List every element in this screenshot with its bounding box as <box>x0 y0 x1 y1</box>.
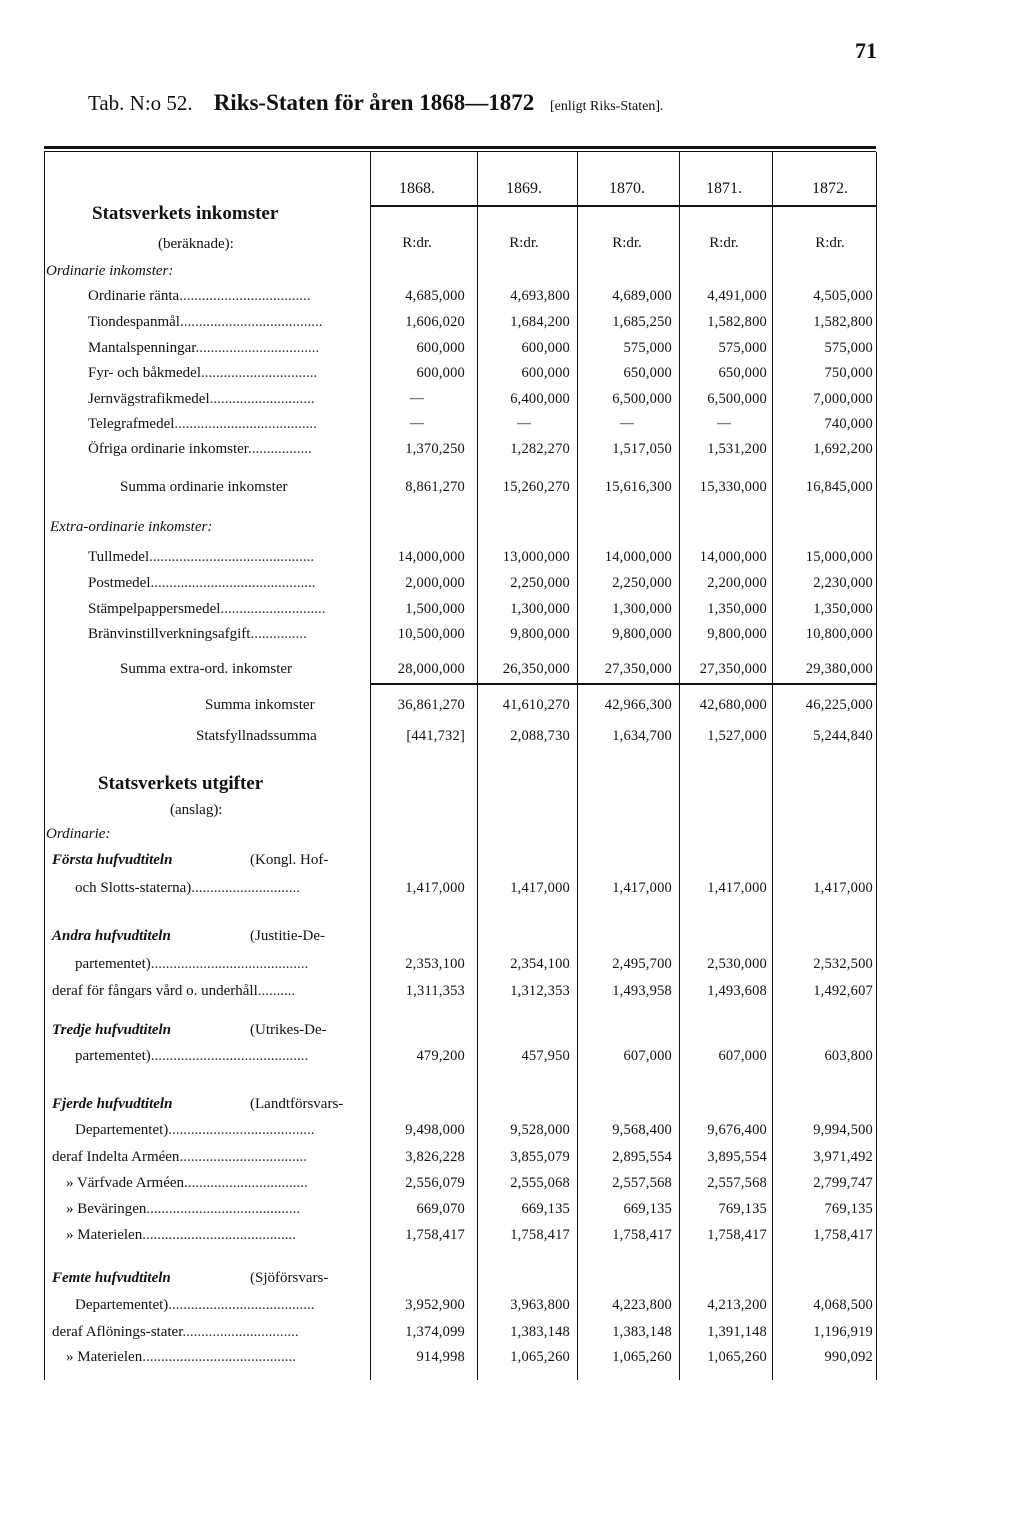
top-thin-rule <box>44 151 876 152</box>
cell-value: 669,070 <box>416 1201 465 1217</box>
cell-value: 2,555,068 <box>510 1175 570 1191</box>
cell-value: 2,557,568 <box>612 1175 672 1191</box>
ordinary-expenses-heading: Ordinarie: <box>46 826 111 842</box>
cell-value: 4,223,800 <box>612 1297 672 1313</box>
cell-value: 600,000 <box>416 365 465 381</box>
cell-value: 3,855,079 <box>510 1149 570 1165</box>
row-label <box>88 365 317 382</box>
row-label <box>88 416 317 433</box>
cell-value: 1,417,000 <box>612 880 672 896</box>
cell-dash: — <box>410 391 424 406</box>
year-header: 1871. <box>706 180 742 197</box>
unit-label: R:dr. <box>709 235 739 251</box>
cell-value: 6,400,000 <box>510 391 570 407</box>
year-header: 1872. <box>812 180 848 197</box>
cell-value: 2,354,100 <box>510 956 570 972</box>
cell-value: 1,582,800 <box>813 314 873 330</box>
cell-value: 1,527,000 <box>707 728 767 744</box>
leader-dots: ...................................... <box>179 314 323 330</box>
row-label-text: partementet) <box>75 1048 151 1064</box>
extra-sum-rule <box>370 683 876 685</box>
cell-value: 5,244,840 <box>813 728 873 744</box>
cell-value: 2,230,000 <box>813 575 873 591</box>
leader-dots: ......................................... <box>146 1201 301 1217</box>
row-label-text: » Beväringen <box>66 1201 147 1217</box>
cell-value: 28,000,000 <box>397 661 465 677</box>
expenses-subheading: (anslag): <box>170 802 223 818</box>
title-group-italic: Femte hufvudtiteln <box>52 1270 171 1286</box>
title-group-rest: (Justitie-De- <box>250 928 325 944</box>
row-label-text: Summa extra-ord. inkomster <box>120 661 293 677</box>
title-group-italic: Fjerde hufvudtiteln <box>52 1096 173 1112</box>
cell-value: 9,676,400 <box>707 1122 767 1138</box>
cell-value: 479,200 <box>416 1048 465 1064</box>
column-rule-4 <box>772 152 773 1380</box>
cell-value: 1,692,200 <box>813 441 873 457</box>
cell-value: 3,952,900 <box>405 1297 465 1313</box>
row-label-text: Mantalspenningar <box>88 340 196 356</box>
cell-value: 1,300,000 <box>612 601 672 617</box>
cell-value: 1,758,417 <box>813 1227 873 1243</box>
cell-value: 1,493,958 <box>612 983 672 999</box>
cell-value: 10,500,000 <box>397 626 465 642</box>
year-header-rule <box>370 205 876 207</box>
cell-value: 1,417,000 <box>707 880 767 896</box>
row-label-text: Summa ordinarie inkomster <box>120 479 288 495</box>
leader-dots: ............................................ <box>150 575 316 591</box>
title-main: Riks-Staten för åren 1868—1872 <box>213 90 535 115</box>
cell-value: 2,556,079 <box>405 1175 465 1191</box>
row-label-text: Stämpelpappersmedel <box>88 601 221 617</box>
leader-dots: ................................. <box>184 1175 308 1191</box>
cell-value: 2,557,568 <box>707 1175 767 1191</box>
cell-value: 1,492,607 <box>813 983 873 999</box>
cell-value: 6,500,000 <box>707 391 767 407</box>
cell-value: 2,000,000 <box>405 575 465 591</box>
cell-value: 1,417,000 <box>510 880 570 896</box>
cell-value: 1,282,270 <box>510 441 570 457</box>
cell-value: 3,826,228 <box>405 1149 465 1165</box>
cell-value: 575,000 <box>718 340 767 356</box>
leader-dots: ................. <box>247 441 312 457</box>
cell-value: 4,068,500 <box>813 1297 873 1313</box>
cell-value: 1,391,148 <box>707 1324 767 1340</box>
cell-value: 2,200,000 <box>707 575 767 591</box>
leader-dots: .......................................... <box>150 956 309 972</box>
leader-dots: ................................... <box>179 288 311 304</box>
extra-income-heading: Extra-ordinarie inkomster: <box>50 519 213 535</box>
row-label-text: deraf för fångars vård o. underhåll <box>52 983 258 999</box>
leader-dots: ....................................... <box>168 1297 315 1313</box>
row-label <box>52 1324 299 1341</box>
title-group-italic: Tredje hufvudtiteln <box>52 1022 172 1038</box>
leader-dots: .......................................... <box>150 1048 309 1064</box>
left-border <box>44 152 45 1380</box>
cell-value: 4,685,000 <box>405 288 465 304</box>
cell-dash: — <box>717 416 731 431</box>
cell-value: 914,998 <box>416 1349 465 1365</box>
leader-dots: ............................ <box>220 601 326 617</box>
unit-label: R:dr. <box>402 235 432 251</box>
row-label <box>88 391 315 408</box>
cell-value: 27,350,000 <box>699 661 767 677</box>
row-label <box>120 661 292 678</box>
cell-value: 9,498,000 <box>405 1122 465 1138</box>
unit-label: R:dr. <box>509 235 539 251</box>
cell-value: 1,517,050 <box>612 441 672 457</box>
column-rule-2 <box>577 152 578 1380</box>
cell-value: 603,800 <box>824 1048 873 1064</box>
leader-dots: ...................................... <box>174 416 317 432</box>
cell-value: 16,845,000 <box>805 479 873 495</box>
row-label <box>52 1149 307 1166</box>
row-label-text: och Slotts-staterna) <box>75 880 192 896</box>
cell-value: 1,300,000 <box>510 601 570 617</box>
cell-value: 7,000,000 <box>813 391 873 407</box>
cell-value: 1,383,148 <box>612 1324 672 1340</box>
row-label-text: » Värfvade Arméen <box>66 1175 185 1191</box>
row-label-text: » Materielen <box>66 1227 143 1243</box>
year-header: 1870. <box>609 180 645 197</box>
row-label <box>88 288 310 305</box>
leader-dots: ................................. <box>195 340 320 356</box>
row-label <box>75 1122 315 1139</box>
cell-value: 1,350,000 <box>813 601 873 617</box>
row-label <box>52 983 295 1000</box>
cell-value: 13,000,000 <box>502 549 570 565</box>
cell-value: 607,000 <box>718 1048 767 1064</box>
row-label <box>88 601 325 618</box>
cell-value: 1,685,250 <box>612 314 672 330</box>
cell-value: 457,950 <box>521 1048 570 1064</box>
cell-value: 2,895,554 <box>612 1149 672 1165</box>
row-label-text: Tullmedel <box>88 549 150 565</box>
leader-dots: ............... <box>250 626 307 642</box>
row-label <box>66 1227 296 1244</box>
cell-value: 27,350,000 <box>604 661 672 677</box>
row-label-text: Ordinarie ränta <box>88 288 180 304</box>
cell-value: 1,758,417 <box>510 1227 570 1243</box>
cell-dash: — <box>620 416 634 431</box>
cell-value: 600,000 <box>521 340 570 356</box>
row-label <box>88 340 319 357</box>
row-label-text: Statsfyllnadssumma <box>196 728 317 744</box>
cell-dash: — <box>410 416 424 431</box>
leader-dots: ....................................... <box>168 1122 315 1138</box>
cell-value: 1,758,417 <box>612 1227 672 1243</box>
cell-value: 8,861,270 <box>405 479 465 495</box>
cell-value: 9,800,000 <box>707 626 767 642</box>
cell-value: 2,088,730 <box>510 728 570 744</box>
row-label <box>66 1349 296 1366</box>
cell-value: 4,689,000 <box>612 288 672 304</box>
cell-value: 1,758,417 <box>405 1227 465 1243</box>
cell-value: 9,800,000 <box>612 626 672 642</box>
row-label <box>75 1297 315 1314</box>
cell-value: 1,500,000 <box>405 601 465 617</box>
cell-value: 42,680,000 <box>699 697 767 713</box>
cell-value: 41,610,270 <box>502 697 570 713</box>
cell-value: 1,493,608 <box>707 983 767 999</box>
leader-dots: ............................... <box>182 1324 299 1340</box>
leader-dots: ............................................ <box>149 549 315 565</box>
column-rule-3 <box>679 152 680 1380</box>
cell-value: 650,000 <box>623 365 672 381</box>
cell-value: 15,330,000 <box>699 479 767 495</box>
cell-value: 2,495,700 <box>612 956 672 972</box>
title-note: [enligt Riks-Staten]. <box>549 99 664 114</box>
row-label <box>88 441 312 458</box>
cell-value: 1,634,700 <box>612 728 672 744</box>
cell-value: 1,684,200 <box>510 314 570 330</box>
cell-value: 600,000 <box>416 340 465 356</box>
leader-dots: .................................. <box>179 1149 307 1165</box>
cell-value: 1,065,260 <box>510 1349 570 1365</box>
row-label-text: partementet) <box>75 956 151 972</box>
cell-value: 3,971,492 <box>813 1149 873 1165</box>
income-subheading: (beräknade): <box>158 236 234 252</box>
cell-value: 1,417,000 <box>405 880 465 896</box>
cell-value: 4,491,000 <box>707 288 767 304</box>
row-label-text: Departementet) <box>75 1297 169 1313</box>
leader-dots: ............................... <box>201 365 318 381</box>
cell-value: 740,000 <box>824 416 873 432</box>
cell-value: 2,799,747 <box>813 1175 873 1191</box>
cell-value: 3,963,800 <box>510 1297 570 1313</box>
table-number: Tab. N:o 52. <box>88 91 193 115</box>
row-label <box>88 575 316 592</box>
row-label <box>205 697 315 714</box>
year-header: 1868. <box>399 180 435 197</box>
cell-value: 6,500,000 <box>612 391 672 407</box>
cell-value: 1,370,250 <box>405 441 465 457</box>
expenses-heading: Statsverkets utgifter <box>98 773 264 794</box>
cell-value: 769,135 <box>824 1201 873 1217</box>
row-label <box>66 1175 308 1192</box>
cell-value: 1,606,020 <box>405 314 465 330</box>
title-group-italic: Andra hufvudtiteln <box>52 928 171 944</box>
row-label-text: Summa inkomster <box>205 697 315 713</box>
column-rule-1 <box>477 152 478 1380</box>
cell-value: 1,065,260 <box>707 1349 767 1365</box>
leader-dots: ............................. <box>191 880 300 896</box>
cell-value: 1,065,260 <box>612 1349 672 1365</box>
cell-value: 1,383,148 <box>510 1324 570 1340</box>
cell-value: 14,000,000 <box>397 549 465 565</box>
cell-value: 14,000,000 <box>699 549 767 565</box>
column-rule-0 <box>370 152 371 1380</box>
cell-value: 1,311,353 <box>405 983 465 999</box>
row-label-text: » Materielen <box>66 1349 143 1365</box>
cell-value: 4,693,800 <box>510 288 570 304</box>
row-label-text: deraf Aflönings-stater <box>52 1324 183 1340</box>
cell-value: 600,000 <box>521 365 570 381</box>
cell-value: 1,758,417 <box>707 1227 767 1243</box>
row-label <box>196 728 317 745</box>
cell-value: 3,895,554 <box>707 1149 767 1165</box>
cell-value: 10,800,000 <box>805 626 873 642</box>
title-group-rest: (Kongl. Hof- <box>250 852 329 868</box>
row-label-text: Tiondespanmål <box>88 314 180 330</box>
row-label-text: Fyr- och båkmedel <box>88 365 201 381</box>
row-label-text: Postmedel <box>88 575 151 591</box>
cell-value: 1,350,000 <box>707 601 767 617</box>
page-title <box>88 90 664 116</box>
row-label <box>75 956 308 973</box>
leader-dots: .......... <box>257 983 296 999</box>
cell-value: 2,530,000 <box>707 956 767 972</box>
row-label-text: Öfriga ordinarie inkomster <box>88 441 248 457</box>
cell-value: 750,000 <box>824 365 873 381</box>
cell-value: 2,250,000 <box>612 575 672 591</box>
row-label <box>66 1201 300 1218</box>
cell-value: 1,374,099 <box>405 1324 465 1340</box>
title-group-italic: Första hufvudtiteln <box>52 852 173 868</box>
cell-value: 669,135 <box>623 1201 672 1217</box>
cell-value: 4,505,000 <box>813 288 873 304</box>
row-label-text: Telegrafmedel <box>88 416 175 432</box>
cell-value: 1,531,200 <box>707 441 767 457</box>
cell-value: 650,000 <box>718 365 767 381</box>
cell-value: 2,250,000 <box>510 575 570 591</box>
cell-value: 14,000,000 <box>604 549 672 565</box>
cell-value: 575,000 <box>623 340 672 356</box>
cell-value: 42,966,300 <box>604 697 672 713</box>
cell-value: 29,380,000 <box>805 661 873 677</box>
cell-value: 2,532,500 <box>813 956 873 972</box>
cell-value: 26,350,000 <box>502 661 570 677</box>
cell-value: 15,616,300 <box>604 479 672 495</box>
cell-value: 4,213,200 <box>707 1297 767 1313</box>
title-group-rest: (Sjöförsvars- <box>250 1270 329 1286</box>
cell-value: 1,417,000 <box>813 880 873 896</box>
cell-value: 15,260,270 <box>502 479 570 495</box>
row-label-text: Jernvägstrafikmedel <box>88 391 210 407</box>
leader-dots: ......................................... <box>142 1349 296 1365</box>
cell-value: [441,732] <box>406 728 465 744</box>
cell-value: 9,528,000 <box>510 1122 570 1138</box>
cell-value: 1,312,353 <box>510 983 570 999</box>
unit-label: R:dr. <box>815 235 845 251</box>
title-group-rest: (Landtförsvars- <box>250 1096 344 1112</box>
leader-dots: ............................ <box>209 391 315 407</box>
row-label <box>88 549 314 566</box>
cell-value: 1,196,919 <box>813 1324 873 1340</box>
page-number: 71 <box>855 38 877 63</box>
cell-value: 575,000 <box>824 340 873 356</box>
row-label <box>75 880 300 897</box>
row-label <box>75 1048 308 1065</box>
column-rule-5 <box>876 152 877 1380</box>
cell-value: 607,000 <box>623 1048 672 1064</box>
cell-value: 36,861,270 <box>397 697 465 713</box>
title-group-rest: (Utrikes-De- <box>250 1022 327 1038</box>
cell-value: 9,568,400 <box>612 1122 672 1138</box>
row-label <box>88 626 307 643</box>
income-heading: Statsverkets inkomster <box>92 203 279 224</box>
cell-dash: — <box>517 416 531 431</box>
cell-value: 9,800,000 <box>510 626 570 642</box>
cell-value: 46,225,000 <box>805 697 873 713</box>
row-label-text: Bränvinstillverkningsafgift <box>88 626 251 642</box>
cell-value: 2,353,100 <box>405 956 465 972</box>
cell-value: 669,135 <box>521 1201 570 1217</box>
row-label-text: deraf Indelta Arméen <box>52 1149 180 1165</box>
cell-value: 15,000,000 <box>805 549 873 565</box>
ordinary-income-heading: Ordinarie inkomster: <box>46 263 174 279</box>
unit-label: R:dr. <box>612 235 642 251</box>
cell-value: 1,582,800 <box>707 314 767 330</box>
top-double-rule <box>44 146 876 149</box>
cell-value: 9,994,500 <box>813 1122 873 1138</box>
cell-value: 990,092 <box>824 1349 873 1365</box>
row-label-text: Departementet) <box>75 1122 169 1138</box>
row-label <box>88 314 322 331</box>
cell-value: 769,135 <box>718 1201 767 1217</box>
year-header: 1869. <box>506 180 542 197</box>
row-label <box>120 479 287 496</box>
leader-dots: ......................................... <box>142 1227 296 1243</box>
